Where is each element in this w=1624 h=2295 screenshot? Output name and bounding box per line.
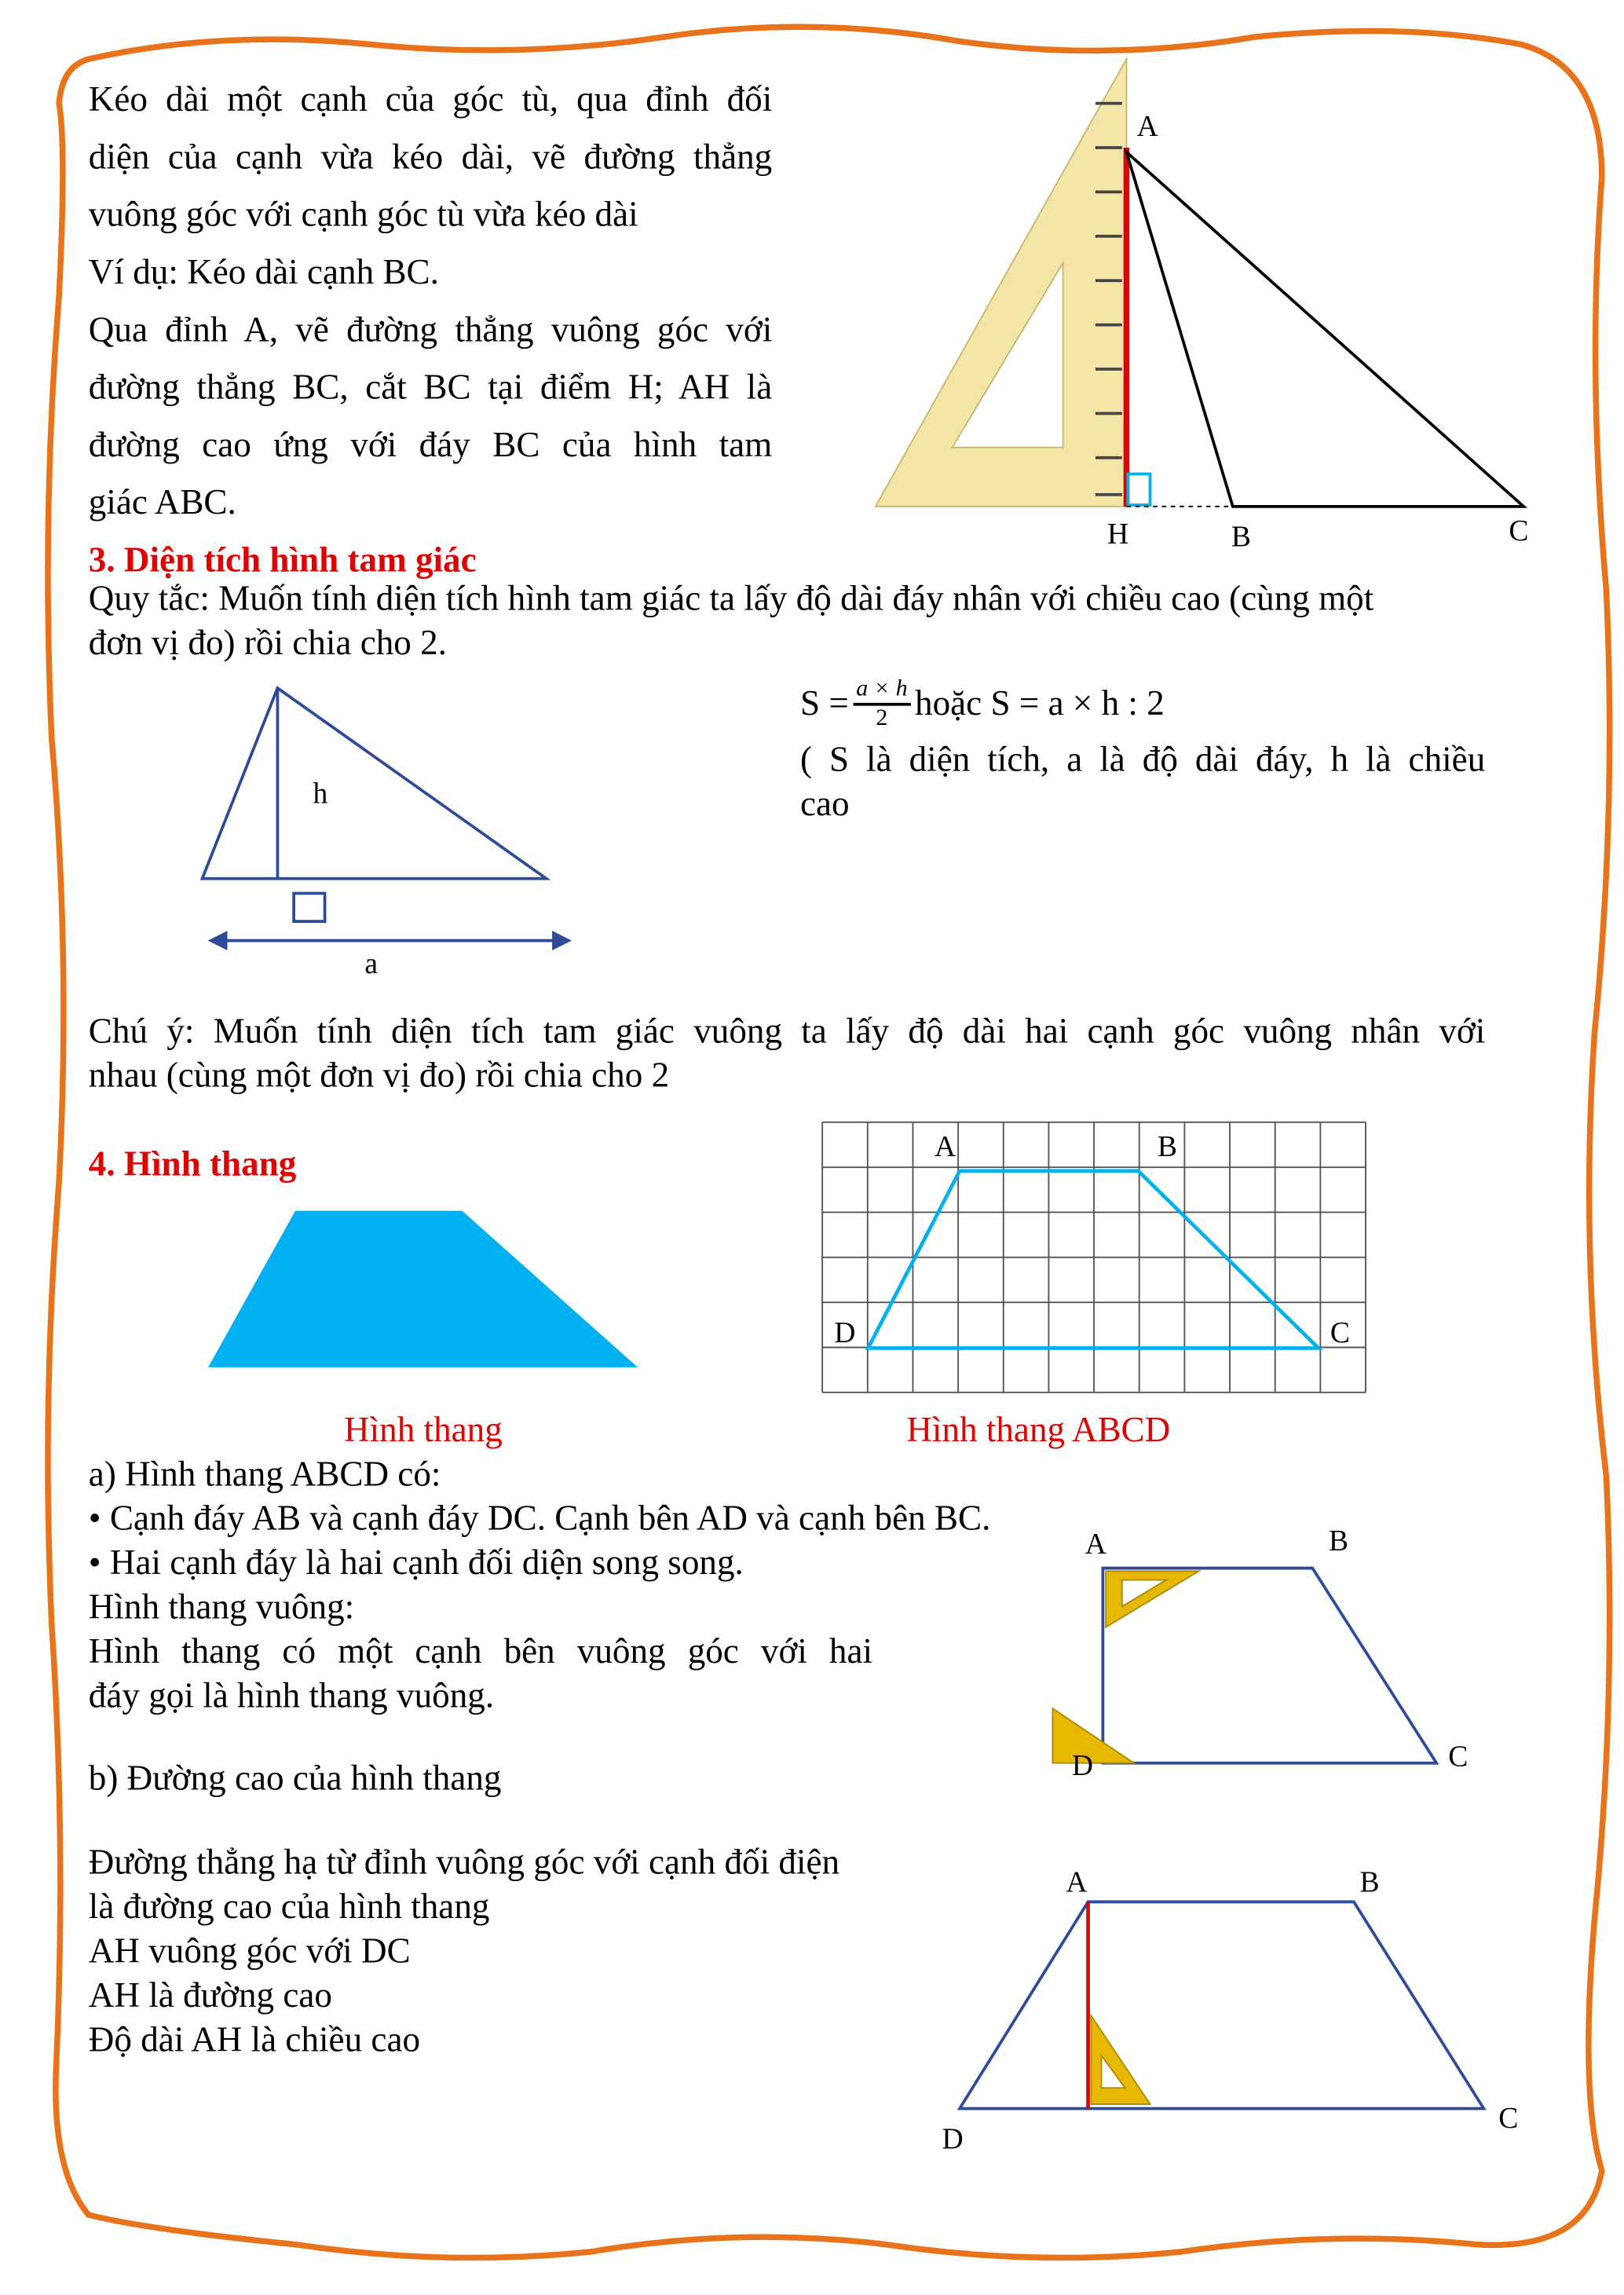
fig4-label-A: A [1066, 1866, 1088, 1899]
label-B: B [1231, 521, 1251, 554]
label-h: h [313, 778, 328, 811]
part-b-line: Độ dài AH là chiều cao [88, 2021, 421, 2060]
caption-trapezoid-abcd: Hình thang ABCD [906, 1411, 1171, 1451]
part-a-line: • Hai cạnh đáy là hai cạnh đối diện song song. [88, 1544, 744, 1583]
intro-line: Kéo dài một cạnh của góc tù, qua đỉnh đối [88, 81, 773, 120]
part-b-line: là đường cao của hình thang [88, 1888, 490, 1927]
intro-line: giác ABC. [88, 484, 236, 523]
trapezoid-height-figure [942, 1866, 1518, 2155]
grid-trapezoid-figure [822, 1122, 1366, 1393]
part-a-line: Hình thang có một cạnh bên vuông góc với hai [88, 1633, 873, 1672]
part-b-line: AH là đường cao [88, 1977, 333, 2016]
section-3-heading: 3. Diện tích hình tam giác [88, 541, 477, 580]
fig3-label-C: C [1448, 1740, 1469, 1773]
intro-line: Ví dụ: Kéo dài cạnh BC. [88, 254, 439, 293]
caption-trapezoid: Hình thang [344, 1411, 503, 1451]
trapezoid-shape [208, 1211, 638, 1367]
formula-rest: hoặc S = a × h : 2 [915, 684, 1165, 723]
label-A: A [1136, 110, 1158, 143]
part-a-line: đáy gọi là hình thang vuông. [88, 1677, 495, 1716]
fig4-label-B: B [1359, 1866, 1380, 1899]
grid-label-B: B [1157, 1131, 1177, 1164]
section-4-heading: 4. Hình thang [88, 1145, 297, 1184]
intro-line: đường thẳng BC, cắt BC tại điểm H; AH là [88, 369, 773, 408]
intro-line: Qua đỉnh A, vẽ đường thẳng vuông góc với [88, 311, 773, 350]
part-a-line: a) Hình thang ABCD có: [88, 1455, 441, 1495]
note-line: Chú ý: Muốn tính diện tích tam giác vuông ta lấy độ dài hai cạnh góc vuông nhân với [88, 1012, 1486, 1052]
area-formula [800, 668, 1165, 741]
rule-line: đơn vị đo) rồi chia cho 2. [88, 624, 447, 664]
intro-line: đường cao ứng với đáy BC của hình tam [88, 426, 773, 466]
grid-label-A: A [935, 1131, 956, 1164]
formula-lhs: S = [799, 684, 849, 723]
fig4-label-C: C [1498, 2103, 1519, 2136]
label-C: C [1509, 515, 1529, 548]
right-trapezoid-figure [1052, 1525, 1468, 1782]
formula-denominator: 2 [876, 705, 888, 731]
triangle-area-figure [203, 688, 569, 948]
label-a: a [364, 947, 379, 980]
formula-numerator: a × h [853, 676, 910, 706]
formula-note: cao [799, 785, 850, 825]
part-a-line: • Cạnh đáy AB và cạnh đáy DC. Cạnh bên AD và cạnh bên BC. [88, 1500, 991, 1539]
rule-line: Quy tắc: Muốn tính diện tích hình tam giác ta lấy độ dài đáy nhân với chiều cao (cùng một [88, 580, 1374, 619]
fig3-label-A: A [1084, 1528, 1106, 1561]
note-line: nhau (cùng một đơn vị đo) rồi chia cho 2 [88, 1057, 670, 1096]
grid-label-C: C [1330, 1316, 1350, 1349]
part-b-heading: b) Đường cao của hình thang [88, 1759, 502, 1799]
set-square-figure [876, 59, 1529, 553]
fig4-label-D: D [942, 2123, 964, 2156]
intro-line: vuông góc với cạnh góc tù vừa kéo dài [88, 196, 638, 235]
part-b-line: Đường thẳng hạ từ đỉnh vuông góc với cạnh đối điện [88, 1844, 840, 1883]
fig3-label-D: D [1071, 1749, 1094, 1782]
intro-line: diện của cạnh vừa kéo dài, vẽ đường thẳng [88, 138, 773, 178]
part-b-line: AH vuông góc với DC [88, 1932, 411, 1971]
formula-note: ( S là diện tích, a là độ dài đáy, h là chiều [799, 741, 1486, 780]
label-H: H [1107, 518, 1129, 551]
part-a-line: Hình thang vuông: [88, 1588, 355, 1627]
fig3-label-B: B [1329, 1525, 1349, 1557]
grid-label-D: D [834, 1316, 856, 1349]
